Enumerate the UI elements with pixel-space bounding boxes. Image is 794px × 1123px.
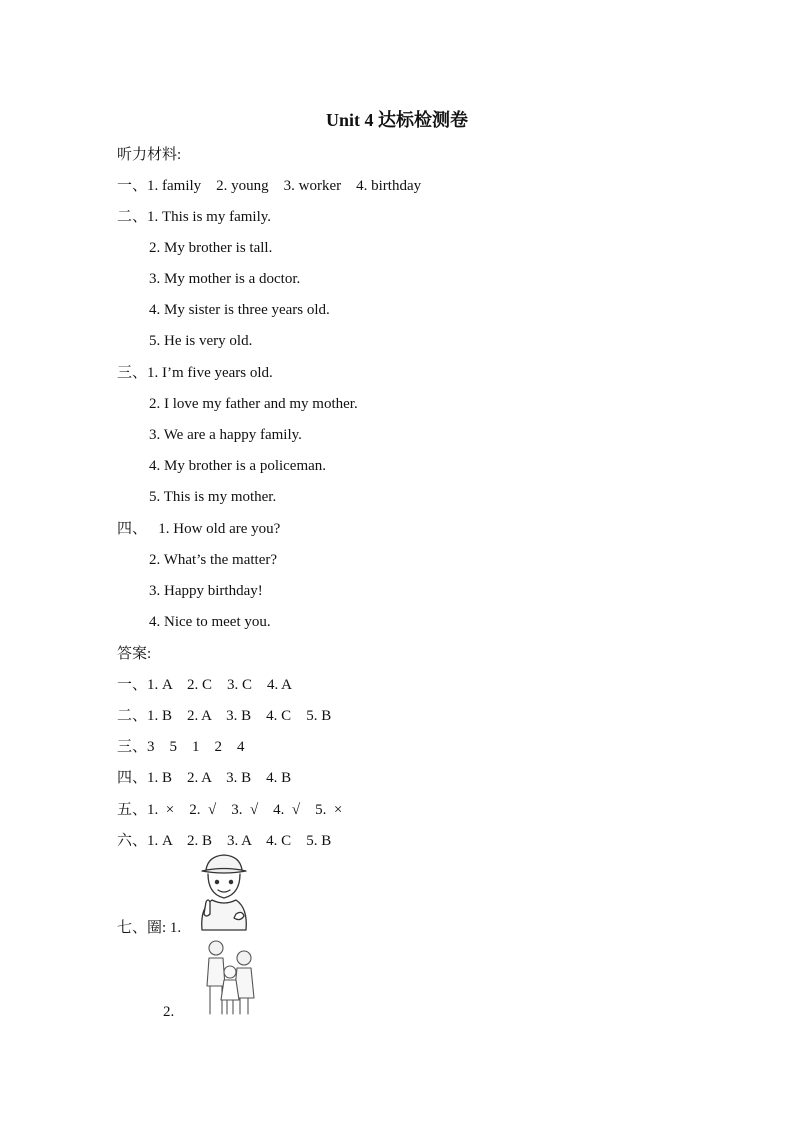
listening-heading: 听力材料: (117, 147, 182, 163)
listening-section-2-line: 5. He is very old. (149, 333, 253, 349)
boy-with-hat-illustration (196, 852, 256, 934)
listening-section-3-line: 三、1. I’m five years old. (117, 365, 273, 381)
listening-section-2-line: 3. My mother is a doctor. (149, 271, 301, 287)
listening-section-4-line: 四、 1. How old are you? (117, 521, 281, 537)
answer-line-3: 三、3 5 1 2 4 (117, 739, 245, 755)
listening-section-4-line: 4. Nice to meet you. (149, 614, 271, 630)
listening-section-2-line: 二、1. This is my family. (117, 209, 272, 225)
listening-section-4-line: 2. What’s the matter? (149, 552, 278, 568)
listening-section-2-line: 2. My brother is tall. (149, 240, 273, 256)
answer-line-7-item-2: 2. (163, 1004, 175, 1020)
listening-section-3-line: 5. This is my mother. (149, 489, 277, 505)
answer-line-6: 六、1. A 2. B 3. A 4. C 5. B (117, 833, 332, 849)
listening-section-3-line: 2. I love my father and my mother. (149, 396, 358, 412)
answers-heading: 答案: (117, 646, 152, 662)
answer-line-5: 五、1. × 2. √ 3. √ 4. √ 5. × (117, 802, 343, 818)
answer-line-2: 二、1. B 2. A 3. B 4. C 5. B (117, 708, 332, 724)
listening-section-3-line: 3. We are a happy family. (149, 427, 302, 443)
answer-line-4: 四、1. B 2. A 3. B 4. B (117, 770, 292, 786)
family-illustration (200, 938, 260, 1018)
listening-section-2-line: 4. My sister is three years old. (149, 302, 330, 318)
listening-section-4-line: 3. Happy birthday! (149, 583, 263, 599)
listening-section-1: 一、1. family 2. young 3. worker 4. birthday (117, 178, 422, 194)
listening-section-3-line: 4. My brother is a policeman. (149, 458, 327, 474)
answer-line-7: 七、圈: 1. (117, 920, 182, 936)
page-title: Unit 4 达标检测卷 (325, 110, 468, 130)
answer-line-1: 一、1. A 2. C 3. C 4. A (117, 677, 293, 693)
